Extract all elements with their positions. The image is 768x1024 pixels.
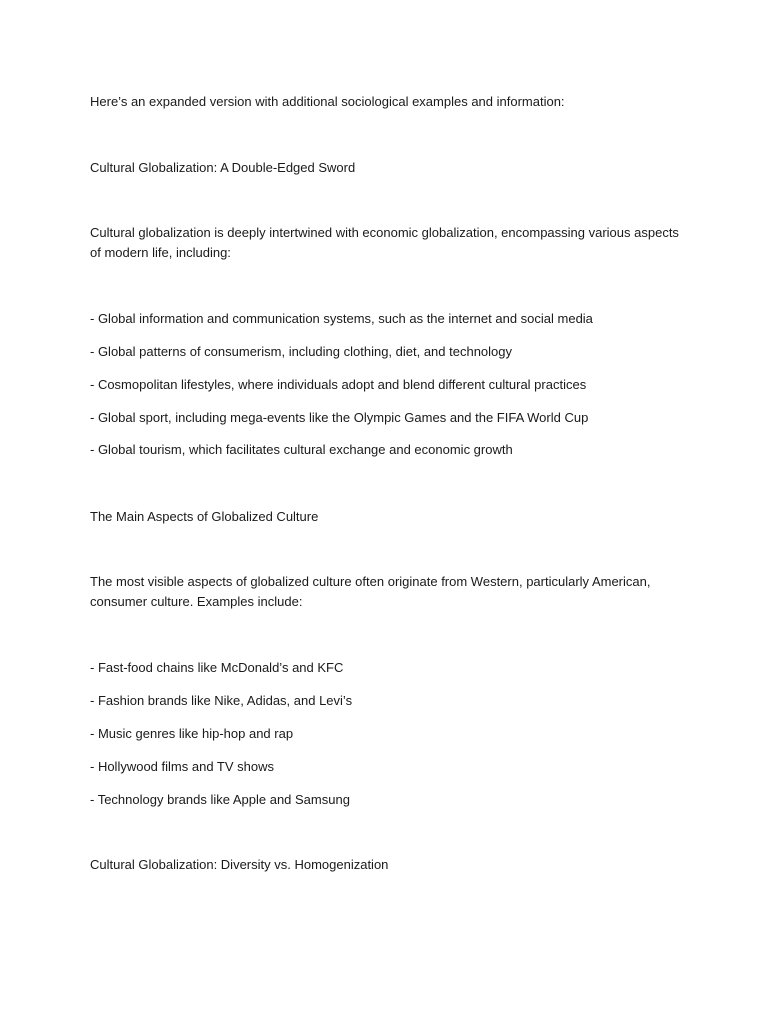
list-item: - Fashion brands like Nike, Adidas, and Levi’s bbox=[90, 693, 353, 708]
section-heading-main-aspects: The Main Aspects of Globalized Culture bbox=[90, 509, 319, 524]
paragraph-globalized-culture: The most visible aspects of globalized culture often originate from Western, particularly American, consumer culture. Examples include: bbox=[90, 574, 651, 609]
paragraph-cultural-globalization: Cultural globalization is deeply intertwined with economic globalization, encompassing various aspects of modern life, including: bbox=[90, 225, 679, 260]
list-item: - Global patterns of consumerism, including clothing, diet, and technology bbox=[90, 344, 513, 359]
list-item: - Technology brands like Apple and Samsung bbox=[90, 792, 350, 807]
list-item: - Hollywood films and TV shows bbox=[90, 759, 274, 774]
list-item: - Global tourism, which facilitates cultural exchange and economic growth bbox=[90, 442, 513, 457]
section-heading-diversity-homogenization: Cultural Globalization: Diversity vs. Homogenization bbox=[90, 857, 389, 872]
list-item: - Cosmopolitan lifestyles, where individuals adopt and blend different cultural practices bbox=[90, 377, 587, 392]
intro-text: Here’s an expanded version with additional sociological examples and information: bbox=[90, 94, 565, 109]
list-item: - Global information and communication systems, such as the internet and social media bbox=[90, 311, 593, 326]
list-item: - Global sport, including mega-events like the Olympic Games and the FIFA World Cup bbox=[90, 410, 589, 425]
list-item: - Fast-food chains like McDonald’s and KFC bbox=[90, 660, 344, 675]
section-heading-double-edged-sword: Cultural Globalization: A Double-Edged Sword bbox=[90, 160, 356, 175]
list-item: - Music genres like hip-hop and rap bbox=[90, 726, 294, 741]
